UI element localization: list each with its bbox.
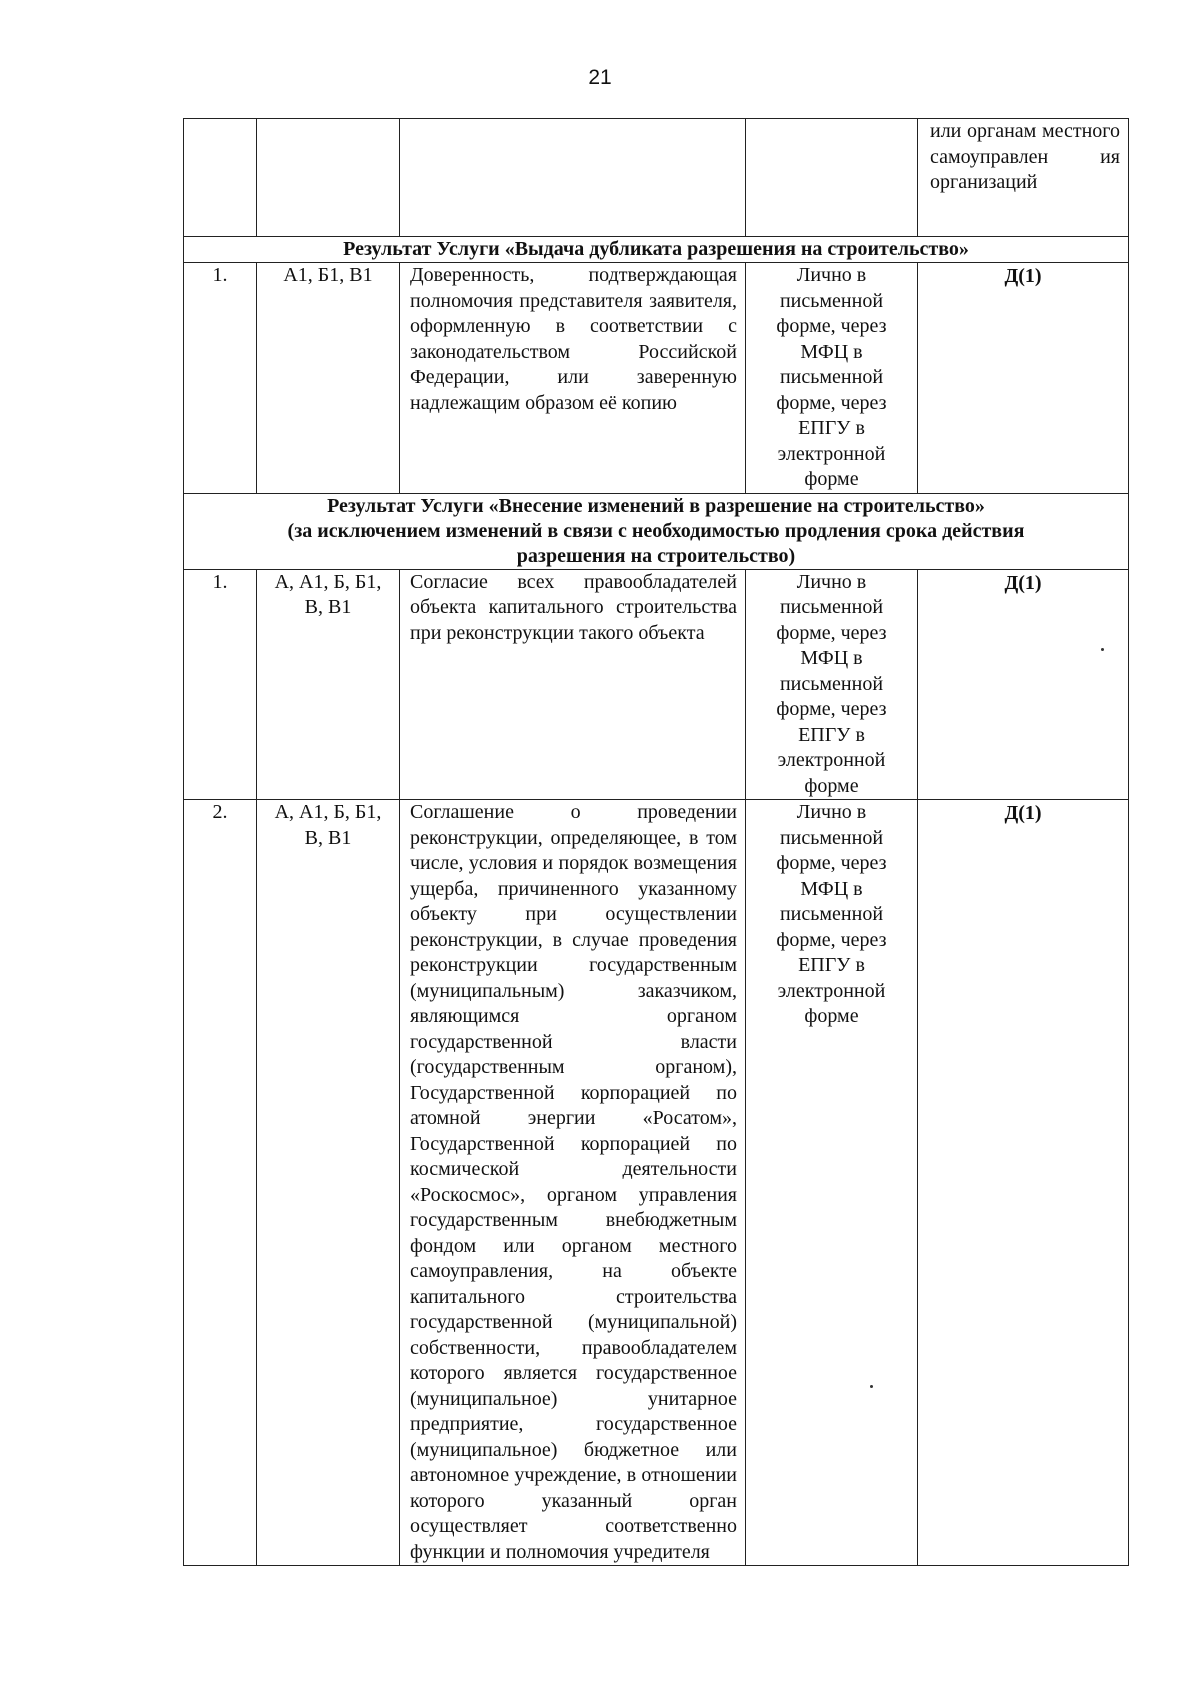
result-code: Д(1) [918,263,1129,494]
section1-heading: Результат Услуги «Выдача дубликата разрешения на строительство» [184,237,1129,263]
section2-heading-line2: (за исключением изменений в связи с необходимостью продления срока действия [287,519,1025,542]
table-row [184,263,1129,494]
result-code-text: Д(1) [1004,571,1042,594]
row-number: 1. [184,263,257,494]
section2-heading-line1: Результат Услуги «Внесение изменений в разрешение на строительство» [327,494,985,517]
document-description: Соглашение о проведении реконструкции, определяющее, в том числе, условия и порядок возмещения ущерба, причиненного указанному объекту при осуществлении реконструкции, в случае проведения реконструкции государственным (муниципальным) заказчиком, являющимся органом государственной власти (государственным органом), Государственной корпорацией по атомной энергии «Росатом», Государственной корпорацией по космической деятельности «Роскосмос», органом управления государственным внебюджетным фондом или органом местного самоуправления, на объекте капитального строительства государственной (муниципальной) собственности, правообладателем которого является государственное (муниципальное) унитарное предприятие, государственное (муниципальное) бюджетное или автономное учреждение, в отношении которого указанный орган осуществляет соответственно функции и полномочия учредителя [400,800,746,1566]
submission-method: Лично в письменной форме, через МФЦ в письменной форме, через ЕПГУ в электронной форме [746,263,918,494]
row-number: 2. [184,800,257,1566]
section2-heading-line3: разрешения на строительство) [516,544,796,567]
applicant-codes: А, А1, Б, Б1, В, В1 [257,800,400,1566]
submission-method [746,800,918,1566]
table-row [184,800,1129,1566]
cell-method [746,119,918,237]
cell-num [184,119,257,237]
applicant-codes: А, А1, Б, Б1, В, В1 [257,569,400,800]
cell-result-continuation [918,119,1129,237]
continuation-row [184,119,1129,237]
submission-method: Лично в письменной форме, через МФЦ в письменной форме, через ЕПГУ в электронной форме [746,569,918,800]
stray-dot-mark [1101,648,1104,651]
document-description: Доверенность, подтверждающая полномочия представителя заявителя, оформленную в соответствии с законодательством Российской Федерации, или заверенную надлежащим образом её копию [400,263,746,494]
submission-method-text: Лично в письменной форме, через МФЦ в письменной форме, через ЕПГУ в электронной форме [776,801,887,1027]
applicant-codes: А1, Б1, В1 [257,263,400,494]
page-number: 21 [588,66,612,89]
table-row [184,569,1129,800]
cell-document [400,119,746,237]
continuation-text: или органам местного самоуправлен ия организаций [930,120,1120,193]
documents-table [183,118,1129,1566]
result-code: Д(1) [918,800,1129,1566]
stray-dot-mark [870,1385,873,1388]
result-code [918,569,1129,800]
row-number: 1. [184,569,257,800]
cell-codes [257,119,400,237]
section1-heading-row [184,237,1129,263]
document-description: Согласие всех правообладателей объекта капитального строительства при реконструкции такого объекта [400,569,746,800]
section2-heading [184,493,1129,569]
section2-heading-row [184,493,1129,569]
